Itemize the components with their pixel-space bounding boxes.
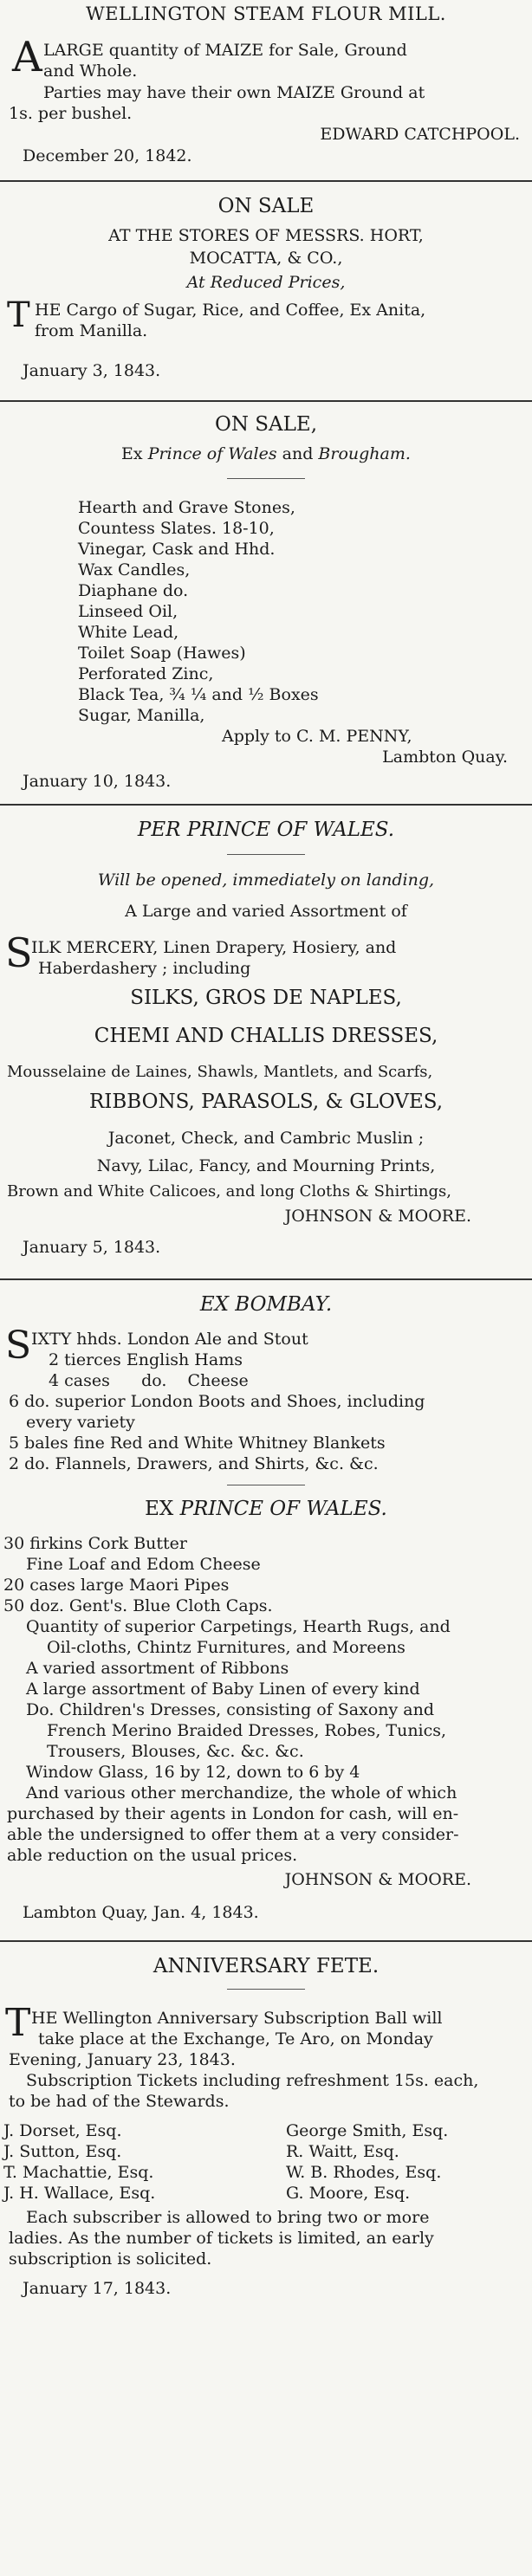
date: December 20, 1842. <box>23 146 192 165</box>
list-item: White Lead, <box>78 623 179 642</box>
list-item: Countess Slates. 18-10, <box>78 519 275 538</box>
steward: R. Waitt, Esq. <box>286 2142 399 2161</box>
date: January 5, 1843. <box>23 1238 161 1257</box>
list-item: A varied assortment of Ribbons <box>26 1659 289 1678</box>
short-rule <box>227 854 305 855</box>
list-item: Fine Loaf and Edom Cheese <box>26 1555 261 1574</box>
list-item: purchased by their agents in London for cash, will en- <box>7 1804 459 1823</box>
steward: J. Dorset, Esq. <box>3 2121 122 2140</box>
list-item: Quantity of superior Carpetings, Hearth Rugs, and <box>26 1617 451 1636</box>
list-item: Vinegar, Cask and Hhd. <box>78 540 276 559</box>
ad-title: EX PRINCE OF WALES. <box>145 1498 387 1520</box>
list-item: French Merino Braided Dresses, Robes, Tunics, <box>47 1721 447 1740</box>
list-item: Trousers, Blouses, &c. &c. &c. <box>47 1742 304 1761</box>
steward: T. Machattie, Esq. <box>3 2163 154 2182</box>
steward: G. Moore, Esq. <box>286 2184 411 2203</box>
ad-title: ANNIVERSARY FETE. <box>152 1955 380 1977</box>
ad-title: ON SALE, <box>214 413 318 436</box>
short-rule <box>227 1989 305 1990</box>
signature: JOHNSON & MOORE. <box>284 1870 471 1889</box>
steward: J. H. Wallace, Esq. <box>3 2184 156 2203</box>
drop-cap: S <box>5 929 33 976</box>
divider <box>0 1278 532 1280</box>
date: Lambton Quay, Jan. 4, 1843. <box>23 1903 259 1922</box>
list-item: Do. Children's Dresses, consisting of Saxony and <box>26 1700 435 1719</box>
signature: EDWARD CATCHPOOL. <box>320 125 520 144</box>
date: January 17, 1843. <box>23 2279 172 2298</box>
divider <box>0 180 532 182</box>
drop-cap: T <box>7 295 30 335</box>
ad-title: WELLINGTON STEAM FLOUR MILL. <box>86 3 446 24</box>
divider <box>0 400 532 402</box>
list-item: Black Tea, ¾ ¼ and ½ Boxes <box>78 685 319 704</box>
list-item: 30 firkins Cork Butter <box>3 1534 187 1553</box>
drop-cap: T <box>5 2001 31 2045</box>
list-item: Toilet Soap (Hawes) <box>78 644 246 663</box>
newspaper-page: WELLINGTON STEAM FLOUR MILL. A LARGE quantity of MAIZE for Sale, Ground and Whole. Parties may have their own MAIZE Ground at 1s. per bushel. EDWARD CATCHPOOL. December 20, 1842. ON SALE AT THE STORES OF MESSRS. HORT, MOCATTA, & CO., At Reduced Prices, T HE Cargo of Sugar, Rice, and Coffee, Ex Anita, from Manilla. January 3, 1843. ON SALE, Ex Prince of Wales and Brougham. Hearth and Grave Stones, Countess Slates. 18-10, Vinegar, Cask and Hhd. Wax Candles, Diaphane do. Linseed Oil, White Lead, Toilet Soap (Hawes) Perforated Zinc, Black Tea, ¾ ¼ and ½ Boxes Sugar, Manilla, Apply to C. M. PENNY, Lambton Quay. January 10, 1843. PER PRINCE OF WALES. Will be opened, immediately on landing, A Large and varied Assortment of S ILK MERCERY, Linen Drapery, Hosiery, and Haberdashery ; including SILKS, GROS DE NAPLES, CHEMI AND CHALLIS DRESSES, Mousselaine de Laines, Shawls, Mantlets, and Scarfs, RIBBONS, PARASOLS, & GLOVES, Jaconet, Check, and Cambric Muslin ; Navy, Lilac, Fancy, and Mourning Prints, Brown and White Calicoes, and long Cloths & Shirtings, JOHNSON & MOORE. January 5, 1843. EX BOMBAY. S IXTY hhds. London Ale and Stout 2 tierces English Hams 4 cases do. Cheese 6 do. superior London Boots and Shoes, including every variety 5 bales fine Red and White Whitney Blankets 2 do. Flannels, Drawers, and Shirts, &c. &c. EX PRINCE OF WALES. 30 firkins Cork Butter Fine Loaf and Edom Cheese 20 cases large Maori Pipes 50 doz. Gent's. Blue Cloth Caps. Quantity of superior Carpetings, Hearth Rugs, and Oil-cloths, Chintz Furnitures, and Moreens A varied assortment of Ribbons A large assortment of Baby Linen of every kind Do. Children's Dresses, consisting of Saxony and French Merino Braided Dresses, Robes, Tunics, Trousers, Blouses, &c. &c. &c. Window Glass, 16 by 12, down to 6 by 4 And various other merchandize, the whole of which purchased by their agents in London for cash, will en- able the undersigned to offer them at a very consider- able reduction on the usual prices. JOHNSON & MOORE. Lambton Quay, Jan. 4, 1843. ANNIVERSARY FETE. T HE Wellington Anniversary Subscription Ball will take place at the Exchange, Te Aro, on Monday Evening, January 23, 1843. Subscription Tickets including refreshment 15s. each, to be had of the Stewards. J. Dorset, Esq. J. Sutton, Esq. T. Machattie, Esq. J. H. Wallace, Esq. George Smith, Esq. R. Waitt, Esq. W. B. Rhodes, Esq. G. Moore, Esq. Each subscriber is allowed to bring two or more ladies. As the number of tickets is limited, an early subscription is solicited. January 17, 1843. <box>0 0 532 2576</box>
drop-cap: A <box>12 33 42 81</box>
divider <box>0 1940 532 1942</box>
list-item: A large assortment of Baby Linen of every kind <box>26 1680 420 1699</box>
date: January 3, 1843. <box>23 361 161 380</box>
list-item: Wax Candles, <box>78 560 191 579</box>
list-item: Diaphane do. <box>78 581 189 600</box>
short-rule <box>227 478 305 479</box>
ad-title: ON SALE <box>217 195 315 217</box>
list-item: Linseed Oil, <box>78 602 178 621</box>
signature: JOHNSON & MOORE. <box>284 1207 471 1226</box>
list-item: 50 doz. Gent's. Blue Cloth Caps. <box>3 1596 273 1615</box>
list-item: And various other merchandize, the whole of which <box>26 1783 457 1803</box>
steward: J. Sutton, Esq. <box>3 2142 122 2161</box>
list-item: able the undersigned to offer them at a very consider- <box>7 1825 459 1844</box>
list-item: 20 cases large Maori Pipes <box>3 1576 230 1595</box>
list-item: Window Glass, 16 by 12, down to 6 by 4 <box>26 1763 360 1782</box>
steward: George Smith, Esq. <box>286 2121 449 2140</box>
list-item: Oil-cloths, Chintz Furnitures, and Moreens <box>47 1638 405 1657</box>
steward: W. B. Rhodes, Esq. <box>286 2163 442 2182</box>
ad-title: PER PRINCE OF WALES. <box>137 819 395 841</box>
divider <box>0 804 532 806</box>
date: January 10, 1843. <box>23 772 172 791</box>
drop-cap: S <box>5 1324 32 1368</box>
list-item: Perforated Zinc, <box>78 664 214 683</box>
list-item: Sugar, Manilla, <box>78 706 205 725</box>
ad-title: EX BOMBAY. <box>199 1293 333 1316</box>
list-item: able reduction on the usual prices. <box>7 1846 298 1865</box>
list-item: Hearth and Grave Stones, <box>78 498 295 517</box>
